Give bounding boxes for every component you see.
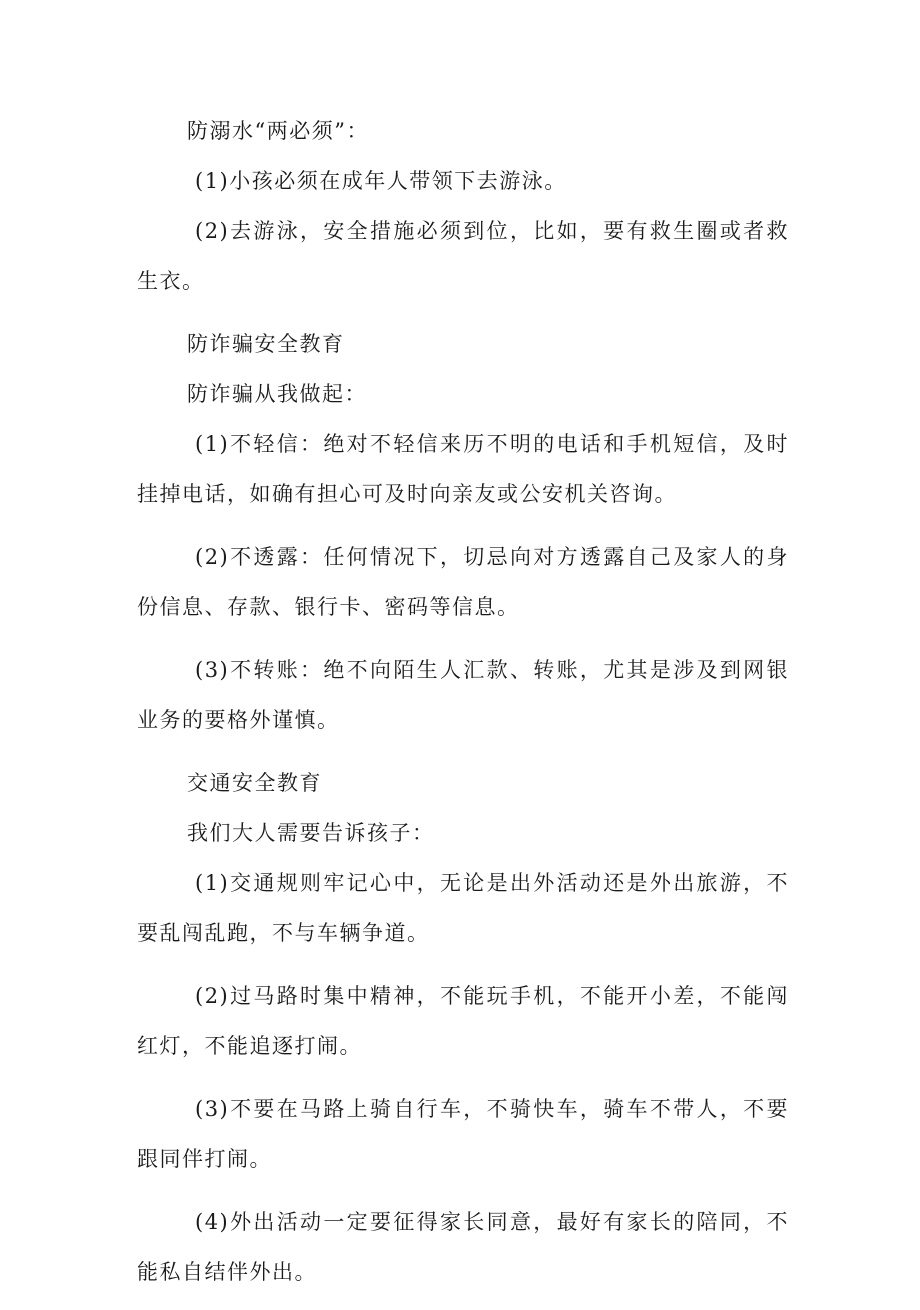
paragraph-fraud-2: (2)不透露：任何情况下，切忌向对方透露自己及家人的身份信息、存款、银行卡、密码等信息。 bbox=[137, 545, 789, 619]
subheading-traffic: 我们大人需要告诉孩子： bbox=[187, 821, 435, 845]
section-heading-drowning: 防溺水“两必须”： bbox=[187, 119, 369, 143]
paragraph-traffic-3: (3)不要在马路上骑自行车，不骑快车，骑车不带人，不要跟同伴打闹。 bbox=[137, 1097, 789, 1171]
document-body bbox=[137, 106, 789, 1310]
paragraph-traffic-2: (2)过马路时集中精神，不能玩手机，不能开小差，不能闯红灯，不能追逐打闹。 bbox=[137, 984, 789, 1058]
section-heading-fraud: 防诈骗安全教育 bbox=[187, 332, 345, 356]
paragraph-drowning-1: (1)小孩必须在成年人带领下去游泳。 bbox=[195, 169, 567, 193]
subheading-fraud: 防诈骗从我做起： bbox=[187, 382, 367, 406]
paragraph-traffic-4: (4)外出活动一定要征得家长同意，最好有家长的陪同，不能私自结伴外出。 bbox=[137, 1210, 789, 1284]
paragraph-drowning-2: (2)去游泳，安全措施必须到位，比如，要有救生圈或者救生衣。 bbox=[137, 219, 789, 293]
paragraph-fraud-3: (3)不转账：绝不向陌生人汇款、转账，尤其是涉及到网银业务的要格外谨慎。 bbox=[137, 658, 789, 732]
paragraph-fraud-1: (1)不轻信：绝对不轻信来历不明的电话和手机短信，及时挂掉电话，如确有担心可及时向亲友或公安机关咨询。 bbox=[137, 432, 789, 506]
paragraph-traffic-1: (1)交通规则牢记心中，无论是出外活动还是外出旅游，不要乱闯乱跑，不与车辆争道。 bbox=[137, 871, 789, 945]
section-heading-traffic: 交通安全教育 bbox=[187, 771, 322, 795]
